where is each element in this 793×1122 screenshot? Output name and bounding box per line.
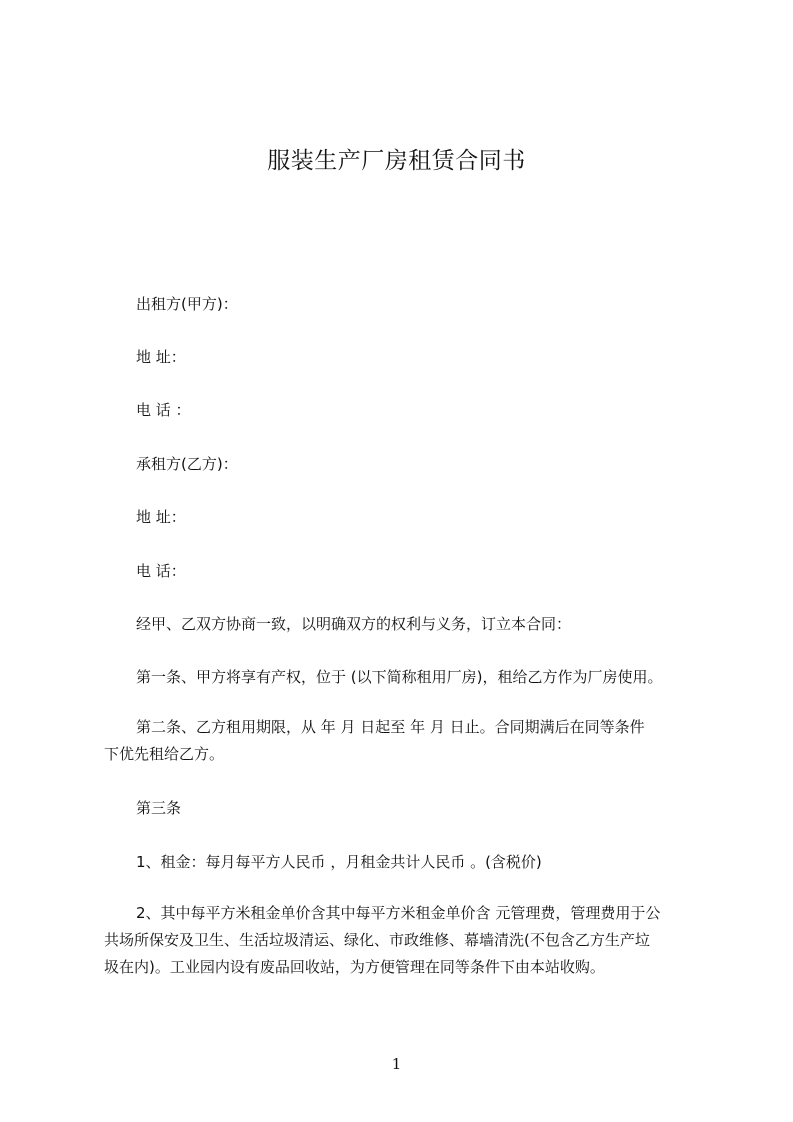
article-1: 第一条、甲方将享有产权，位于 (以下简称租用厂房)，租给乙方作为厂房使用。 [136,668,663,686]
article-2 [104,714,645,768]
lessor-label: 出租方(甲方)： [136,295,238,313]
lessor-address-label: 地 址： [136,348,186,366]
article-3-item-1: 1、租金：每月每平方人民币 ，月租金共计人民币 。(含税价) [136,853,542,871]
lessee-phone-label: 电 话： [136,562,186,580]
lessor-phone-label: 电 话 ： [136,401,191,419]
article-3-item-2-line-1: 2、其中每平方米租金单价含其中每平方米租金单价含 元管理费，管理费用于公 [136,904,661,922]
lessee-address-label: 地 址： [136,508,186,526]
lessee-label: 承租方(乙方)： [136,455,238,473]
article-2-line-1: 第二条、乙方租用期限，从 年 月 日起至 年 月 日止。合同期满后在同等条件 [136,718,645,736]
article-3-heading: 第三条 [136,799,182,817]
article-2-line-2: 下优先租给乙方。 [104,745,225,763]
article-3-item-2-line-3: 圾在内)。工业园内设有废品回收站，为方便管理在同等条件下由本站收购。 [104,958,605,976]
document-title: 服装生产厂房租赁合同书 [267,148,526,174]
preamble: 经甲、乙双方协商一致，以明确双方的权利与义务，订立本合同： [136,615,572,633]
article-3-item-2-line-2: 共场所保安及卫生、生活垃圾清运、绿化、市政维修、幕墙清洗(不包含乙方生产垃 [104,931,650,949]
article-3-item-2 [104,900,660,981]
page-number: 1 [391,1055,402,1073]
